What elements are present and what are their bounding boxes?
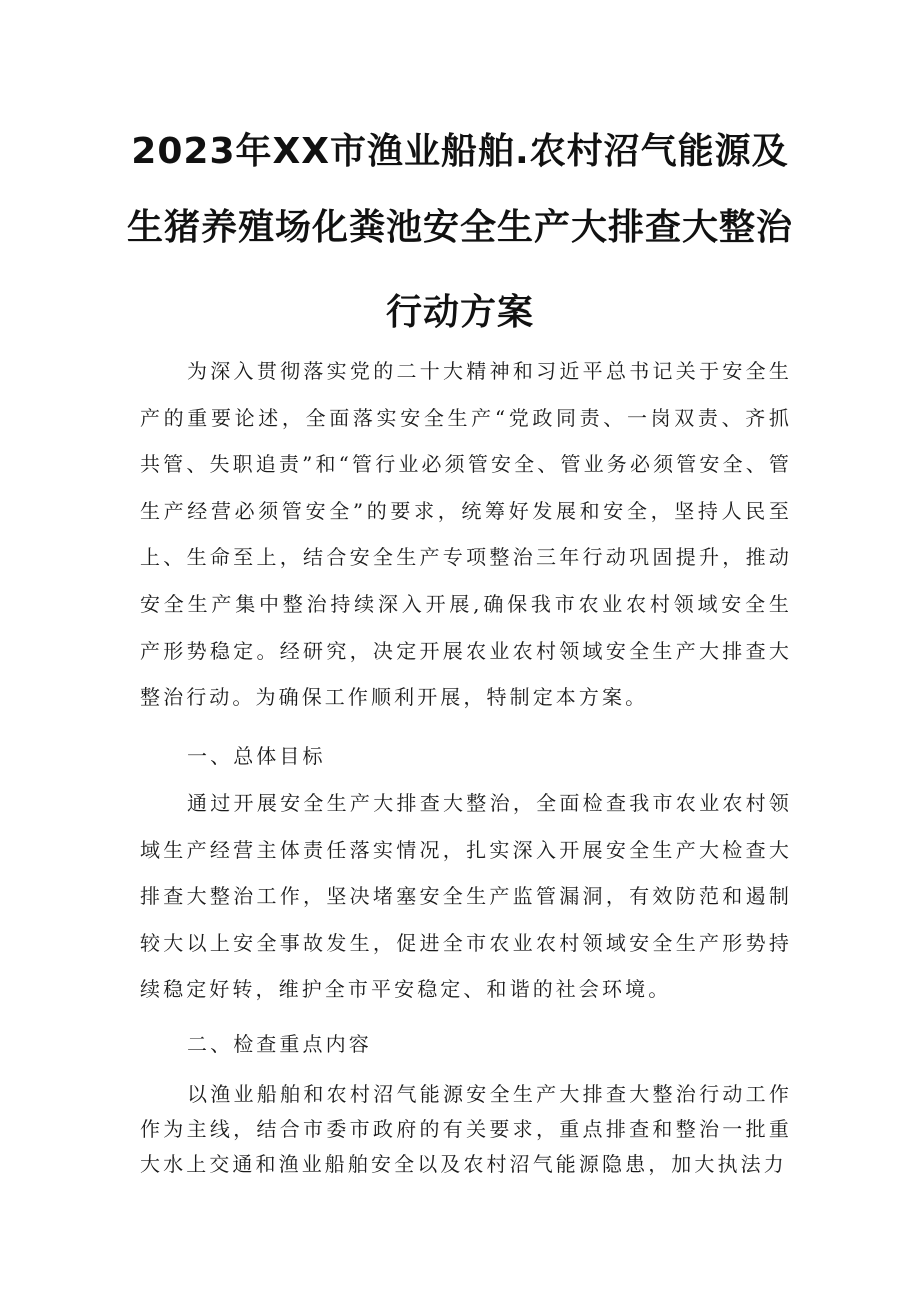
section-heading-inspection-focus: 二、检查重点内容 — [187, 1032, 372, 1056]
intro-paragraph: 为深入贯彻落实党的二十大精神和习近平总书记关于安全生产的重要论述，全面落实安全生产“党政同责、一岗双责、齐抓共管、失职追责”和“管行业必须管安全、管业务必须管安全、管生产经营必须管安全”的要求，统筹好发展和安全，坚持人民至上、生命至上，结合安全生产专项整治三年行动巩固提升，推动安全生产集中整治持续深入开展,确保我市农业农村领域安全生产形势稳定。经研究，决定开展农业农村领域安全生产大排查大整治行动。为确保工作顺利开展，特制定本方案。 — [140, 359, 792, 710]
document-title-line-2: 生猪养殖场化粪池安全生产大排查大整治 — [126, 207, 793, 248]
document-title-line-3: 行动方案 — [385, 292, 534, 333]
section-heading-overall-goal: 一、总体目标 — [187, 744, 326, 768]
focus-paragraph: 以渔业船舶和农村沼气能源安全生产大排查大整治行动工作作为主线，结合市委市政府的有关要求，重点排查和整治一批重大水上交通和渔业船舶安全以及农村沼气能源隐患，加大执法力 — [140, 1082, 792, 1176]
goal-paragraph: 通过开展安全生产大排查大整治，全面检查我市农业农村领域生产经营主体责任落实情况，扎实深入开展安全生产大检查大排查大整治工作，坚决堵塞安全生产监管漏洞，有效防范和遏制较大以上安全事故发生，促进全市农业农村领域安全生产形势持续稳定好转，维护全市平安稳定、和谐的社会环境。 — [140, 791, 792, 1002]
document-title-line-1: 2023年XX市渔业船舶.农村沼气能源及 — [131, 131, 789, 172]
